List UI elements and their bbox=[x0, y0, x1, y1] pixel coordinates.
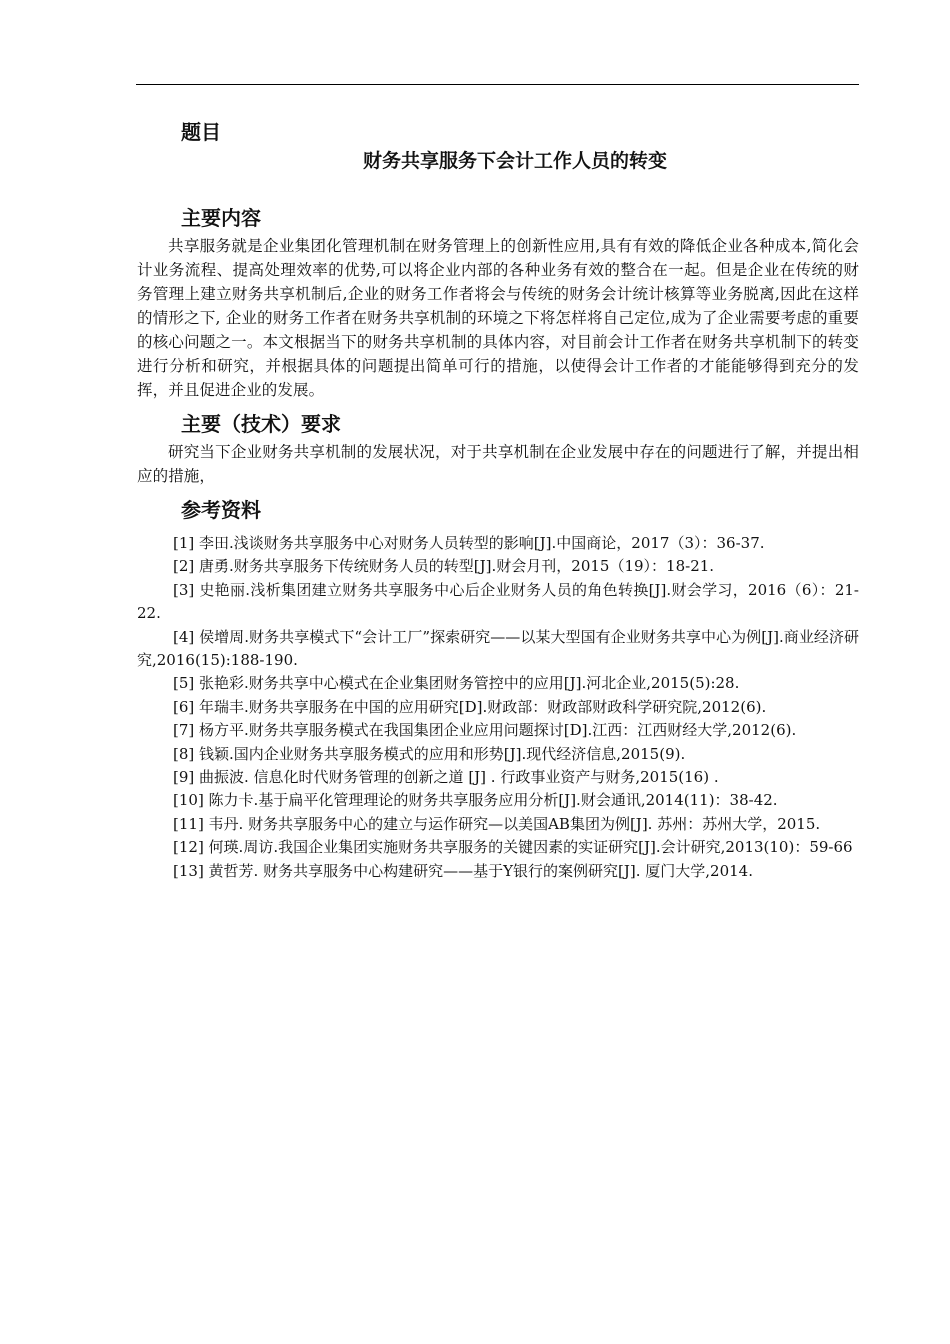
reference-item: [5] 张艳彩.财务共享中心模式在企业集团财务管控中的应用[J].河北企业,2015(5):28. bbox=[173, 674, 740, 693]
content-label: 主要内容 bbox=[181, 206, 261, 230]
title-label: 题目 bbox=[181, 120, 221, 144]
reference-item: [10] 陈力卡.基于扁平化管理理论的财务共享服务应用分析[J].财会通讯,2014(11)：38-42. bbox=[173, 791, 778, 810]
reference-list bbox=[137, 532, 859, 883]
header-rule bbox=[136, 84, 859, 85]
document-title: 财务共享服务下会计工作人员的转变 bbox=[362, 150, 667, 172]
reference-item: [8] 钱颖.国内企业财务共享服务模式的应用和形势[J].现代经济信息,2015(9). bbox=[173, 744, 686, 763]
content-paragraph: 共享服务就是企业集团化管理机制在财务管理上的创新性应用,具有有效的降低企业各种成本,简化会计业务流程、提高处理效率的优势,可以将企业内部的各种业务有效的整合在一起。但是企业在传统的财务管理上建立财务共享机制后,企业的财务工作者将会与传统的财务会计统计核算等业务脱离,因此在这样的情形之下, 企业的财务工作者在财务共享机制的环境之下将怎样将自己定位,成为了企业需要考虑的重要的核心问题之一。本文根据当下的财务共享机制的具体内容，对目前会计工作者在财务共享机制下的转变进行分析和研究，并根据具体的问题提出简单可行的措施，以使得会计工作者的才能能够得到充分的发挥，并且促进企业的发展。 bbox=[137, 237, 859, 399]
reference-item: [11] 韦丹. 财务共享服务中心的建立与运作研究—以美国AB集团为例[J]. 苏州：苏州大学，2015. bbox=[173, 814, 821, 833]
references-label: 参考资料 bbox=[181, 498, 261, 522]
reference-item: [6] 年瑞丰.财务共享服务在中国的应用研究[D].财政部：财政部财政科学研究院,2012(6). bbox=[173, 697, 767, 716]
requirements-paragraph: 研究当下企业财务共享机制的发展状况，对于共享机制在企业发展中存在的问题进行了解，并提出相应的措施， bbox=[137, 443, 859, 485]
reference-item: [7] 杨方平.财务共享服务模式在我国集团企业应用问题探讨[D].江西：江西财经大学,2012(6). bbox=[173, 721, 797, 740]
reference-item: [4] 侯增周.财务共享模式下“会计工厂”探索研究——以某大型国有企业财务共享中心为例[J].商业经济研究,2016(15):188-190. bbox=[137, 627, 859, 670]
spacer bbox=[137, 176, 859, 202]
reference-item: [2] 唐勇.财务共享服务下传统财务人员的转型[J].财会月刊，2015（19）：18-21. bbox=[173, 557, 715, 576]
reference-item: [1] 李田.浅谈财务共享服务中心对财务人员转型的影响[J].中国商论，2017（3）：36-37. bbox=[173, 534, 765, 552]
requirements-label: 主要（技术）要求 bbox=[181, 412, 341, 436]
reference-item: [3] 史艳丽.浅析集团建立财务共享服务中心后企业财务人员的角色转换[J].财会学习，2016（6）：21-22. bbox=[137, 580, 859, 623]
reference-item: [12] 何瑛.周访.我国企业集团实施财务共享服务的关键因素的实证研究[J].会计研究,2013(10)：59-66 bbox=[173, 838, 853, 857]
document-body bbox=[137, 116, 859, 883]
reference-item: [9] 曲振波. 信息化时代财务管理的创新之道 [J] . 行政事业资产与财务,2015(16) . bbox=[173, 768, 719, 787]
reference-item: [13] 黄哲芳. 财务共享服务中心构建研究——基于Y银行的案例研究[J]. 厦门大学,2014. bbox=[173, 861, 753, 880]
